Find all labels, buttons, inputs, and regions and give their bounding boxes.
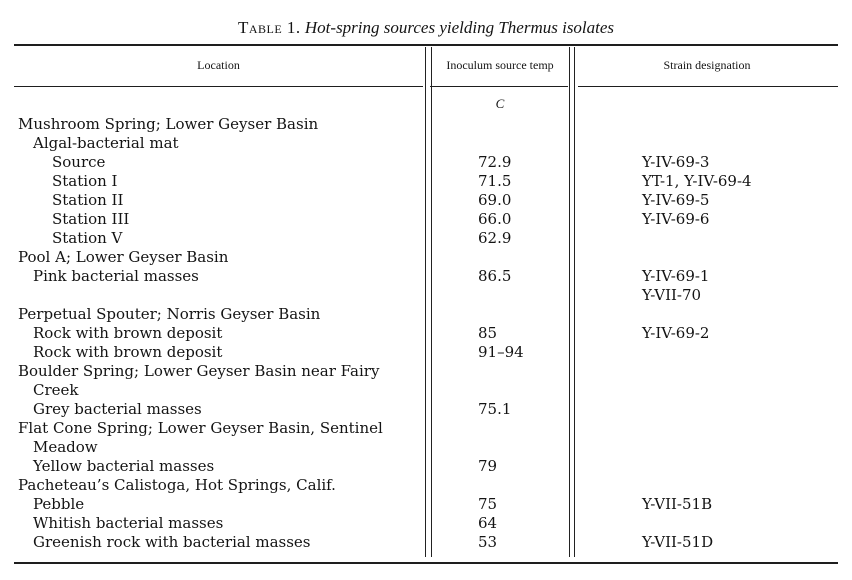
top-rule <box>14 44 838 46</box>
table-row <box>0 381 852 400</box>
table-row <box>0 362 852 381</box>
table-row <box>0 267 852 286</box>
table-row <box>0 476 852 495</box>
strain-cell: Y-IV-69-5 <box>642 191 710 209</box>
location-cell: Creek <box>33 381 79 399</box>
table-row <box>0 343 852 362</box>
location-cell: Yellow bacterial masses <box>33 457 215 475</box>
location-cell: Source <box>52 153 106 171</box>
temp-cell: 86.5 <box>478 267 512 285</box>
temp-cell: 53 <box>478 533 498 551</box>
strain-cell: Y-IV-69-2 <box>642 324 710 342</box>
table-row <box>0 229 852 248</box>
header-rule-location <box>14 86 423 87</box>
table-row <box>0 153 852 172</box>
header-rule-temp <box>430 86 568 87</box>
temp-unit: C <box>495 96 505 111</box>
table-row <box>0 134 852 153</box>
table-row <box>0 324 852 343</box>
header-location: Location <box>197 58 240 72</box>
location-cell: Perpetual Spouter; Norris Geyser Basin <box>18 305 321 323</box>
temp-cell: 66.0 <box>478 210 512 228</box>
temp-cell: 85 <box>478 324 498 342</box>
table-row <box>0 419 852 438</box>
location-cell: Station V <box>52 229 123 247</box>
temp-cell: 91–94 <box>478 343 524 361</box>
temp-cell: 69.0 <box>478 191 512 209</box>
strain-cell: Y-VII-51D <box>642 533 714 551</box>
bottom-rule <box>14 562 838 564</box>
location-cell: Pink bacterial masses <box>33 267 199 285</box>
temp-cell: 79 <box>478 457 498 475</box>
strain-cell: Y-IV-69-6 <box>642 210 710 228</box>
location-cell: Boulder Spring; Lower Geyser Basin near Fairy <box>18 362 380 380</box>
strain-cell: Y-VII-70 <box>642 286 702 304</box>
strain-cell: YT-1, Y-IV-69-4 <box>642 172 752 190</box>
table-row <box>0 533 852 552</box>
location-cell: Algal-bacterial mat <box>33 134 179 152</box>
header-rule-strain <box>578 86 838 87</box>
table-label: Table 1. <box>237 18 301 37</box>
location-cell: Rock with brown deposit <box>33 324 223 342</box>
location-cell: Pebble <box>33 495 85 513</box>
header-strain: Strain designation <box>663 58 751 72</box>
strain-cell: Y-IV-69-1 <box>642 267 710 285</box>
location-cell: Pacheteau’s Calistoga, Hot Springs, Calif. <box>18 476 336 494</box>
location-cell: Station II <box>52 191 124 209</box>
temp-cell: 75 <box>478 495 498 513</box>
table-row <box>0 172 852 191</box>
table-row <box>0 191 852 210</box>
strain-cell: Y-IV-69-3 <box>642 153 710 171</box>
table-row <box>0 400 852 419</box>
table-row <box>0 305 852 324</box>
table-caption <box>0 18 852 38</box>
location-cell: Grey bacterial masses <box>33 400 202 418</box>
strain-cell: Y-VII-51B <box>642 495 713 513</box>
temp-cell: 75.1 <box>478 400 512 418</box>
temp-cell: 71.5 <box>478 172 512 190</box>
table-row <box>0 514 852 533</box>
table-title: Hot-spring sources yielding Thermus isolates <box>304 18 615 37</box>
table-row <box>0 495 852 514</box>
location-cell: Station I <box>52 172 118 190</box>
table-row <box>0 248 852 267</box>
location-cell: Meadow <box>33 438 98 456</box>
location-cell: Whitish bacterial masses <box>33 514 224 532</box>
location-cell: Greenish rock with bacterial masses <box>33 533 311 551</box>
location-cell: Rock with brown deposit <box>33 343 223 361</box>
location-cell: Station III <box>52 210 130 228</box>
table-row <box>0 457 852 476</box>
temp-cell: 62.9 <box>478 229 512 247</box>
header-temp: Inoculum source temp <box>446 58 554 72</box>
location-cell: Pool A; Lower Geyser Basin <box>18 248 229 266</box>
temp-cell: 72.9 <box>478 153 512 171</box>
table-row <box>0 286 852 305</box>
temp-cell: 64 <box>478 514 498 532</box>
location-cell: Mushroom Spring; Lower Geyser Basin <box>18 115 319 133</box>
table-row <box>0 438 852 457</box>
table-row <box>0 115 852 134</box>
table-row <box>0 210 852 229</box>
location-cell: Flat Cone Spring; Lower Geyser Basin, Sentinel <box>18 419 383 437</box>
